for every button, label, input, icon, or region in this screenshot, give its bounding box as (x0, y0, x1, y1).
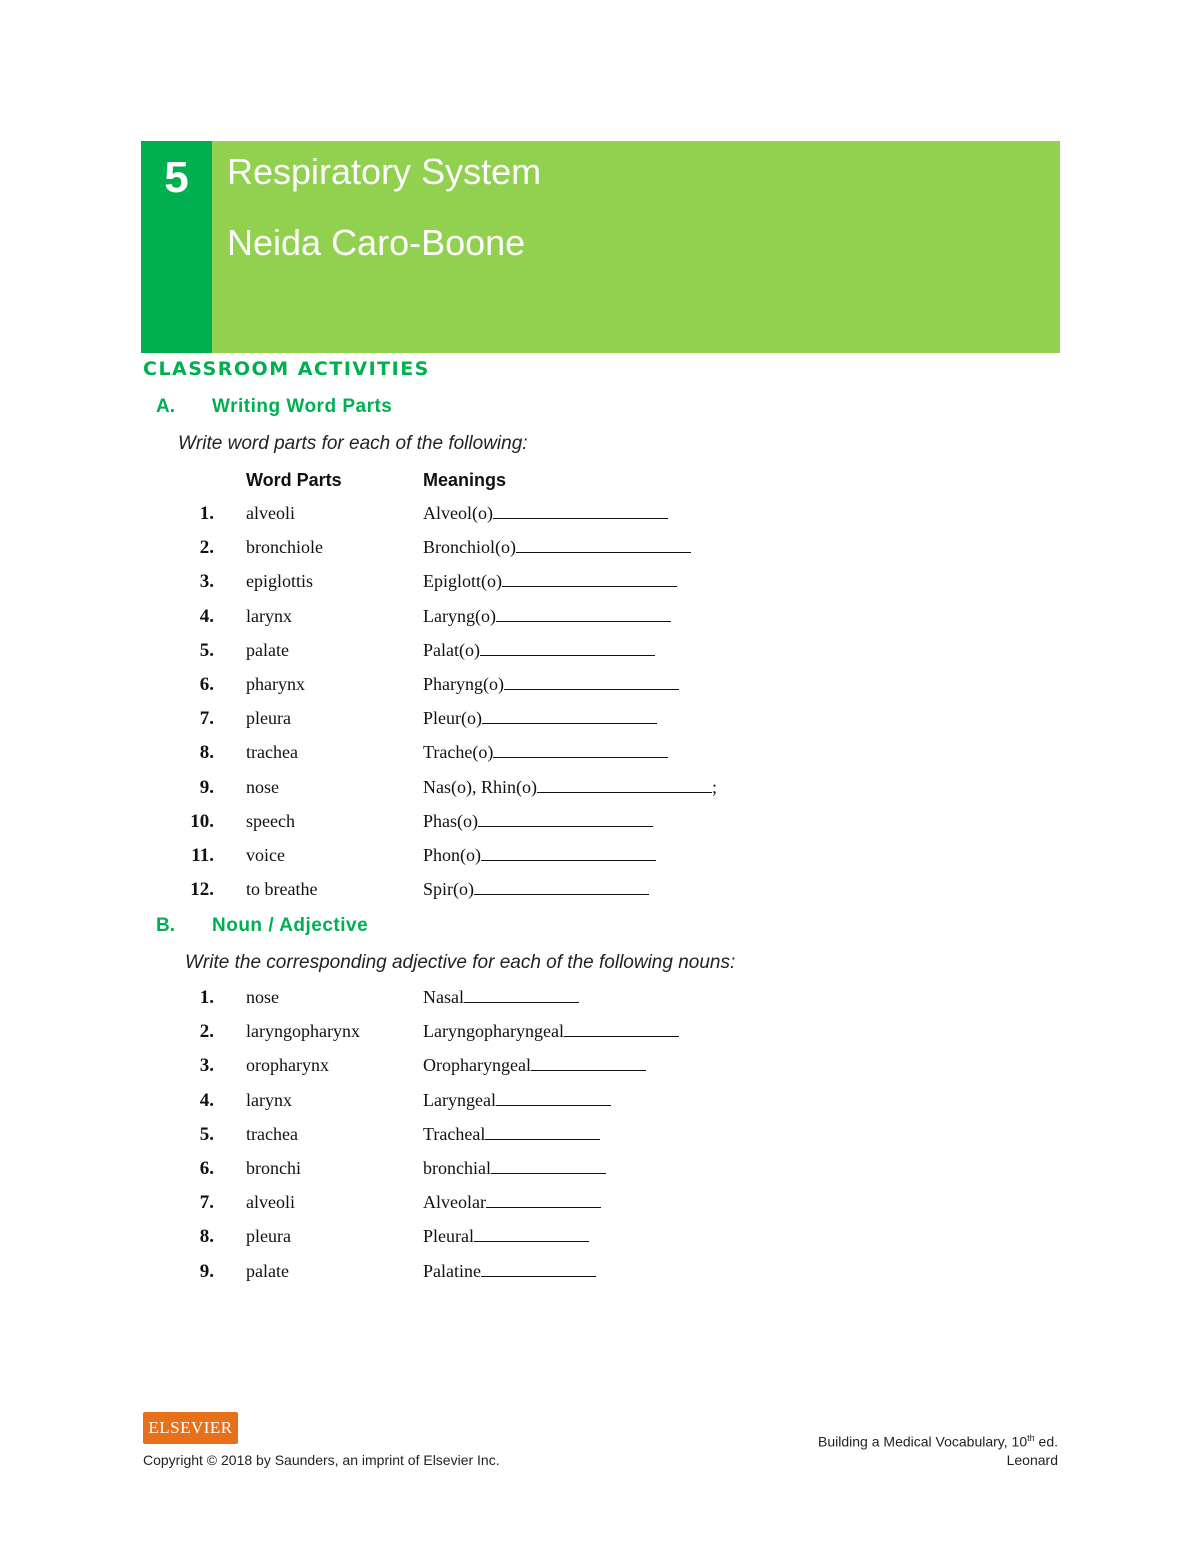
item-answer (423, 1261, 596, 1282)
answer-text: Oropharyngeal (423, 1055, 531, 1076)
answer-text: Epiglott(o) (423, 571, 502, 592)
answer-blank-line[interactable] (516, 538, 691, 553)
column-header-meanings: Meanings (423, 470, 507, 490)
section-a-row (0, 879, 1200, 909)
classroom-activities-heading: CLASSROOM ACTIVITIES (143, 358, 430, 380)
item-answer (423, 1055, 646, 1076)
book-title-prefix: Building a Medical Vocabulary, 10 (818, 1433, 1028, 1450)
item-answer (423, 1021, 679, 1042)
section-a-letter: A. (156, 396, 175, 417)
item-answer (423, 777, 717, 798)
answer-text: Phas(o) (423, 810, 478, 831)
answer-blank-line[interactable] (481, 846, 656, 861)
answer-blank-line[interactable] (531, 1056, 646, 1071)
item-term: laryngopharynx (246, 1021, 360, 1042)
item-term: palate (246, 639, 289, 660)
item-answer (423, 640, 655, 661)
item-term: pharynx (246, 674, 305, 694)
answer-text: Trache(o) (423, 742, 494, 763)
answer-text: Pleural (423, 1226, 474, 1247)
answer-suffix: ; (711, 776, 717, 797)
section-a-title: Writing Word Parts (212, 396, 393, 417)
item-number: 2. (199, 1021, 214, 1043)
answer-blank-line[interactable] (502, 572, 677, 587)
section-b-row (0, 1124, 1200, 1154)
answer-text: Spir(o) (423, 879, 474, 900)
item-answer (423, 571, 677, 592)
answer-blank-line[interactable] (481, 1262, 596, 1277)
chapter-title: Respiratory System (227, 151, 542, 192)
section-a-row (0, 640, 1200, 670)
item-answer (423, 811, 653, 832)
item-term: larynx (246, 1089, 292, 1110)
item-term: nose (246, 987, 279, 1007)
item-term: pleura (246, 708, 291, 729)
answer-text: Laryngopharyngeal (423, 1021, 564, 1042)
section-b-row (0, 1192, 1200, 1222)
item-term: oropharynx (246, 1055, 329, 1076)
item-term: pleura (246, 1226, 291, 1247)
item-number: 6. (199, 1158, 214, 1179)
item-term: alveoli (246, 503, 295, 523)
chapter-number-box (141, 141, 212, 353)
book-author: Leonard (1006, 1452, 1058, 1468)
item-answer (423, 1124, 600, 1145)
section-a-row (0, 571, 1200, 601)
item-number: 5. (199, 1123, 214, 1145)
item-answer (423, 1226, 589, 1247)
section-b-instruction: Write the corresponding adjective for each of the following nouns: (185, 952, 736, 973)
answer-blank-line[interactable] (493, 504, 668, 519)
answer-blank-line[interactable] (464, 988, 579, 1003)
item-term: trachea (246, 742, 298, 763)
item-number: 11. (191, 845, 214, 866)
item-answer (423, 987, 579, 1008)
item-number: 9. (199, 776, 214, 798)
answer-text: Palat(o) (423, 639, 480, 660)
section-b-row (0, 1158, 1200, 1188)
item-number: 3. (199, 1055, 214, 1077)
item-term: larynx (246, 605, 292, 626)
item-answer (423, 1090, 611, 1111)
answer-text: Laryngeal (423, 1089, 496, 1110)
column-header-word-parts: Word Parts (246, 470, 342, 490)
section-b-row (0, 1021, 1200, 1051)
section-a-row (0, 742, 1200, 772)
chapter-banner (141, 141, 1060, 353)
answer-blank-line[interactable] (496, 607, 671, 622)
copyright-text: Copyright © 2018 by Saunders, an imprint of Elsevier Inc. (143, 1452, 500, 1468)
item-number: 10. (190, 810, 214, 832)
item-term: epiglottis (246, 571, 313, 592)
section-a-row (0, 503, 1200, 533)
item-number: 4. (199, 1089, 214, 1111)
item-term: bronchi (246, 1158, 301, 1178)
section-a-row (0, 845, 1200, 875)
book-title (818, 1433, 1058, 1450)
answer-blank-line[interactable] (485, 1125, 600, 1140)
item-answer (423, 1158, 606, 1179)
item-number: 4. (199, 605, 214, 627)
item-number: 6. (199, 674, 214, 695)
item-answer (423, 674, 679, 695)
chapter-number: 5 (164, 153, 189, 202)
item-answer (423, 1192, 601, 1213)
answer-text: Alveolar (423, 1192, 486, 1213)
section-b-row (0, 987, 1200, 1017)
item-number: 7. (199, 708, 214, 730)
answer-blank-line[interactable] (496, 1091, 611, 1106)
item-term: alveoli (246, 1192, 295, 1213)
item-term: palate (246, 1260, 289, 1281)
item-answer (423, 708, 657, 729)
section-a-instruction: Write word parts for each of the following: (178, 433, 528, 454)
item-answer (423, 742, 668, 763)
item-answer (423, 606, 671, 627)
answer-blank-line[interactable] (486, 1193, 601, 1208)
elsevier-logo: ELSEVIER (143, 1412, 238, 1444)
item-answer (423, 845, 656, 866)
answer-blank-line[interactable] (482, 709, 657, 724)
section-a-row (0, 606, 1200, 636)
answer-text: Pharyng(o) (423, 674, 504, 694)
section-a-row (0, 674, 1200, 704)
item-term: nose (246, 776, 279, 797)
item-term: bronchiole (246, 537, 323, 558)
item-number: 7. (199, 1192, 214, 1214)
item-term: to breathe (246, 879, 318, 900)
item-number: 8. (199, 742, 214, 764)
section-a-row (0, 777, 1200, 807)
item-number: 5. (199, 639, 214, 661)
answer-text: Bronchiol(o) (423, 537, 516, 558)
answer-text: bronchial (423, 1158, 491, 1178)
item-term: trachea (246, 1123, 298, 1144)
section-a-row (0, 537, 1200, 567)
item-number: 9. (199, 1260, 214, 1282)
answer-text: Palatine (423, 1260, 481, 1281)
item-number: 1. (199, 503, 214, 524)
item-answer (423, 879, 649, 900)
section-a-row (0, 708, 1200, 738)
item-answer (423, 537, 691, 558)
section-b-title: Noun / Adjective (212, 915, 369, 936)
section-b-row (0, 1261, 1200, 1291)
section-b-letter: B. (156, 915, 175, 936)
answer-blank-line[interactable] (564, 1022, 679, 1037)
answer-text: Alveol(o) (423, 503, 493, 523)
book-title-suffix: ed. (1034, 1433, 1058, 1450)
answer-blank-line[interactable] (478, 812, 653, 827)
item-number: 8. (199, 1226, 214, 1248)
answer-blank-line[interactable] (491, 1159, 606, 1174)
answer-text: Phon(o) (423, 845, 481, 865)
answer-blank-line[interactable] (493, 743, 668, 758)
answer-blank-line[interactable] (474, 1227, 589, 1242)
section-a-row (0, 811, 1200, 841)
item-answer (423, 503, 668, 524)
answer-text: Nasal (423, 987, 464, 1007)
answer-blank-line[interactable] (504, 675, 679, 690)
answer-text: Tracheal (423, 1123, 486, 1144)
item-term: voice (246, 845, 285, 865)
chapter-author: Neida Caro-Boone (227, 222, 526, 263)
answer-blank-line[interactable] (480, 641, 655, 656)
answer-text: Pleur(o) (423, 708, 482, 729)
item-number: 2. (199, 537, 214, 559)
item-number: 3. (199, 571, 214, 593)
item-number: 1. (199, 987, 214, 1008)
answer-blank-line[interactable] (537, 778, 712, 793)
answer-text: Laryng(o) (423, 605, 496, 626)
section-b-row (0, 1226, 1200, 1256)
section-b-row (0, 1055, 1200, 1085)
answer-blank-line[interactable] (474, 880, 649, 895)
section-b-row (0, 1090, 1200, 1120)
item-term: speech (246, 810, 295, 831)
book-title-sup: th (1027, 1433, 1035, 1443)
item-number: 12. (190, 879, 214, 901)
answer-text: Nas(o), Rhin(o) (423, 776, 537, 797)
